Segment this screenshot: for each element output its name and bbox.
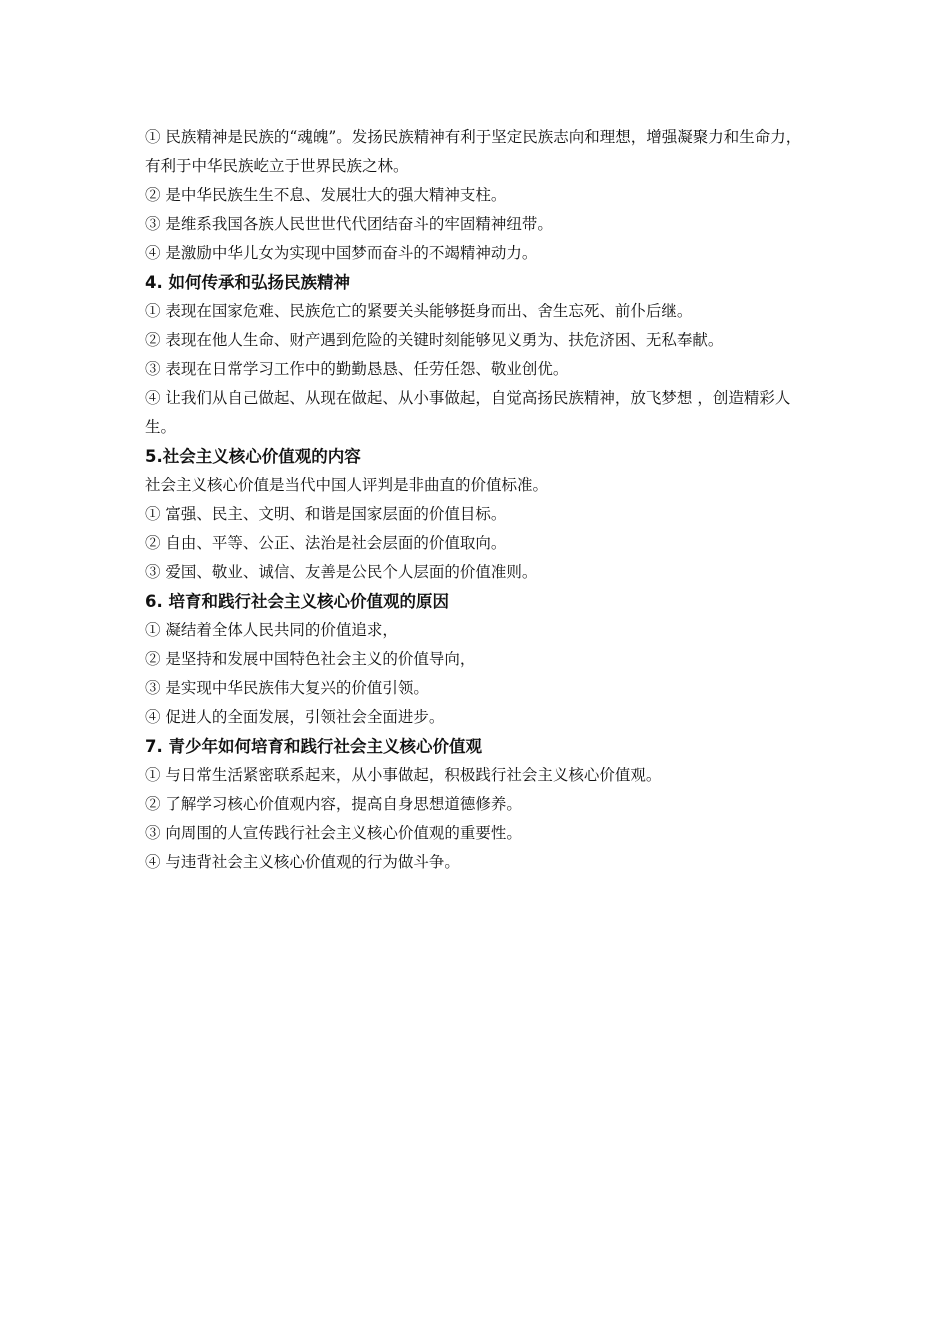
document-page (145, 123, 810, 877)
section-heading: 5.社会主义核心价值观的内容 (145, 447, 361, 466)
section-heading: 4. 如何传承和弘扬民族精神 (145, 273, 350, 292)
section-heading: 6. 培育和践行社会主义核心价值观的原因 (145, 592, 449, 611)
section-heading: 7. 青少年如何培育和践行社会主义核心价值观 (145, 737, 482, 756)
section-item: ② 是坚持和发展中国特色社会主义的价值导向， (145, 650, 476, 668)
section-7 (145, 732, 810, 877)
intro-item-1: ① 民族精神是民族的“魂魄”。发扬民族精神有利于坚定民族志向和理想，增强凝聚力和生命力，有利于中华民族屹立于世界民族之林。 (145, 128, 802, 175)
intro-block (145, 123, 810, 268)
section-5 (145, 442, 810, 587)
section-item: ① 与日常生活紧密联系起来，从小事做起，积极践行社会主义核心价值观。 (145, 766, 662, 784)
section-item: ③ 是实现中华民族伟大复兴的价值引领。 (145, 679, 429, 697)
section-item: ② 了解学习核心价值观内容，提高自身思想道德修养。 (145, 795, 522, 813)
section-item: ④ 与违背社会主义核心价值观的行为做斗争。 (145, 853, 460, 871)
intro-item-2: ② 是中华民族生生不息、发展壮大的强大精神支柱。 (145, 186, 507, 204)
intro-item-4: ④ 是激励中华儿女为实现中国梦而奋斗的不竭精神动力。 (145, 244, 538, 262)
section-4 (145, 268, 810, 442)
section-item: ④ 促进人的全面发展，引领社会全面进步。 (145, 708, 445, 726)
section-item: ③ 爱国、敬业、诚信、友善是公民个人层面的价值准则。 (145, 563, 538, 581)
section-item: ① 富强、民主、文明、和谐是国家层面的价值目标。 (145, 505, 507, 523)
section-item: 社会主义核心价值是当代中国人评判是非曲直的价值标准。 (145, 476, 549, 494)
section-6 (145, 587, 810, 732)
section-item: ② 表现在他人生命、财产遇到危险的关键时刻能够见义勇为、扶危济困、无私奉献。 (145, 331, 724, 349)
intro-item-3: ③ 是维系我国各族人民世世代代团结奋斗的牢固精神纽带。 (145, 215, 553, 233)
section-item: ③ 表现在日常学习工作中的勤勤恳恳、任劳任怨、敬业创优。 (145, 360, 569, 378)
section-item: ① 表现在国家危难、民族危亡的紧要关头能够挺身而出、舍生忘死、前仆后继。 (145, 302, 693, 320)
section-item: ③ 向周围的人宣传践行社会主义核心价值观的重要性。 (145, 824, 522, 842)
section-item: ① 凝结着全体人民共同的价值追求， (145, 621, 398, 639)
section-item: ② 自由、平等、公正、法治是社会层面的价值取向。 (145, 534, 507, 552)
section-item: ④ 让我们从自己做起、从现在做起、从小事做起，自觉高扬民族精神，放飞梦想 ，创造精彩人生。 (145, 389, 791, 436)
